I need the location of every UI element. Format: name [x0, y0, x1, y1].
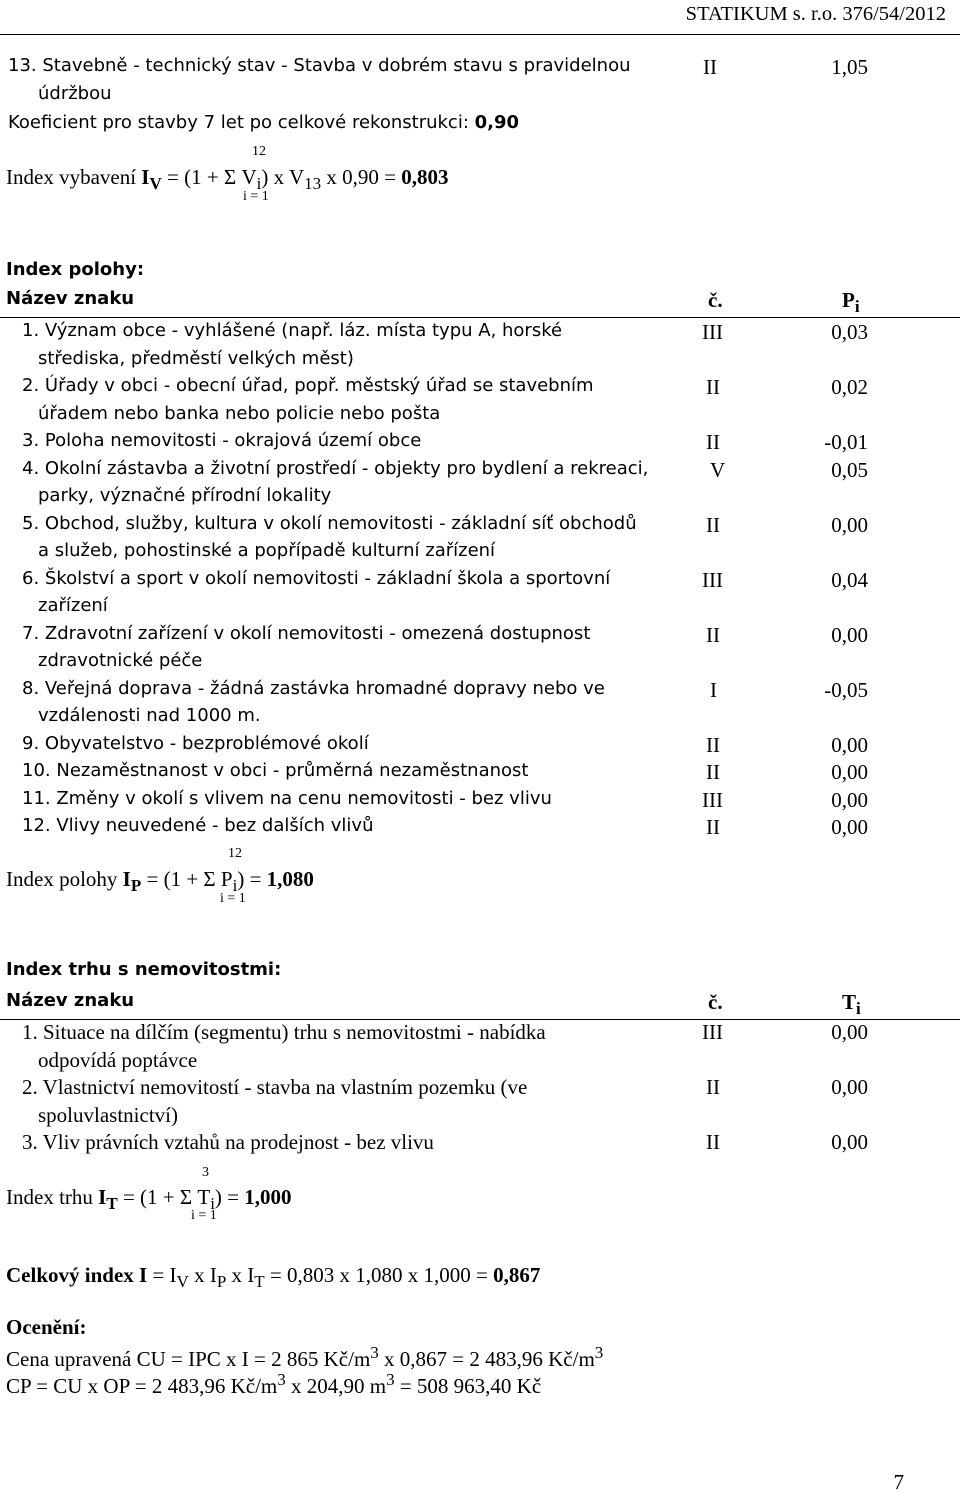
trh-row-2-class: II	[706, 1075, 720, 1099]
oceneni-line2-sup1: 3	[277, 1370, 286, 1389]
poloha-row-6-class: III	[702, 567, 723, 592]
poloha-row-1-value: 0,03	[831, 320, 868, 344]
poloha-formula-eq1: = (1 +	[141, 867, 204, 891]
trh-row-3-value: 0,00	[831, 1130, 868, 1154]
trh-col-name: Název znaku	[6, 990, 135, 1011]
celkovy-label: Celkový index I	[6, 1263, 148, 1287]
index-v-tail: x 0,90 =	[321, 165, 402, 189]
trh-col-c: č.	[708, 990, 723, 1014]
poloha-col-p-label: P	[842, 288, 855, 312]
poloha-row-8-text: 8. Veřejná doprava - žádná zastávka hromadné dopravy nebo ve	[22, 677, 605, 699]
trh-row-1-value: 0,00	[831, 1020, 868, 1044]
poloha-formula-result: 1,080	[266, 867, 314, 891]
page-number: 7	[893, 1470, 904, 1494]
poloha-row-6-text-cont: zařízení	[38, 595, 108, 616]
poloha-row-4-class: V	[710, 457, 726, 482]
poloha-formula-psub: i	[232, 876, 238, 896]
section13-value: 1,05	[831, 55, 868, 79]
poloha-row-1-text-cont: střediska, předměstí velkých měst)	[38, 347, 354, 369]
trh-row-3-class: II	[706, 1130, 720, 1154]
trh-formula-symbol: I	[98, 1185, 107, 1209]
poloha-formula-symbol: I	[122, 867, 131, 891]
oceneni-line1-a: Cena upravená CU = IPC x I = 2 865 Kč/m	[6, 1347, 371, 1371]
header-rule	[0, 34, 960, 35]
poloha-row-3-value: -0,01	[824, 430, 868, 454]
poloha-row-12-text: 12. Vlivy neuvedené - bez dalších vlivů	[22, 815, 374, 836]
poloha-row-4-value: 0,05	[831, 457, 868, 482]
sigma-symbol: Σ	[179, 1185, 193, 1209]
poloha-row-6-value: 0,04	[831, 567, 868, 592]
oceneni-line2-a: CP = CU x OP = 2 483,96 Kč/m	[6, 1374, 278, 1398]
oceneni-line2-c: = 508 963,40 Kč	[394, 1374, 542, 1398]
poloha-row-5-text: 5. Obchod, služby, kultura v okolí nemovitosti - základní síť obchodů	[22, 512, 637, 534]
poloha-formula-eq2: ) =	[237, 867, 267, 891]
trh-row-1-class: III	[702, 1020, 723, 1044]
trh-formula-sub: T	[106, 1194, 118, 1214]
index-v-eq: = (1 +	[161, 165, 224, 189]
trh-col-t-sub: i	[856, 999, 861, 1019]
poloha-row-1-class: III	[702, 320, 723, 344]
poloha-row-10-text: 10. Nezaměstnanost v obci - průměrná nezaměstnanost	[22, 760, 529, 781]
trh-title: Index trhu s nemovitostmi:	[6, 959, 282, 980]
poloha-row-8-class: I	[710, 677, 717, 702]
index-v-sub: V	[149, 174, 162, 194]
trh-lower-limit: i = 1	[191, 1208, 217, 1223]
sigma-symbol: Σ	[223, 165, 237, 189]
poloha-row-9-value: 0,00	[831, 732, 868, 757]
oceneni-line1-sup2: 3	[594, 1343, 604, 1362]
oceneni-line2-sup2: 3	[386, 1370, 395, 1389]
section13-class: II	[703, 55, 717, 79]
poloha-title: Index polohy:	[6, 259, 145, 280]
poloha-row-8-text-cont: vzdálenosti nad 1000 m.	[38, 705, 261, 726]
index-v-13: 13	[304, 174, 322, 194]
celkovy-rest: = 0,803 x 1,080 x 1,000 =	[264, 1263, 494, 1287]
poloha-row-12-value: 0,00	[831, 815, 868, 839]
poloha-row-2-class: II	[706, 375, 720, 399]
index-v-result: 0,803	[401, 165, 449, 189]
trh-row-1-text: 1. Situace na dílčím (segmentu) trhu s nemovitostmi - nabídka	[22, 1020, 546, 1044]
poloha-row-9-class: II	[706, 732, 720, 757]
oceneni-line2	[6, 1370, 542, 1398]
index-v-v: V	[236, 165, 257, 189]
poloha-row-11-value: 0,00	[831, 787, 868, 812]
poloha-formula-sub: P	[130, 876, 142, 896]
poloha-row-5-class: II	[706, 512, 720, 537]
celkovy-eq: = I	[147, 1263, 177, 1287]
section13-line2: údržbou	[38, 83, 112, 104]
sigma-symbol: Σ	[203, 867, 216, 891]
celkovy-x2: x I	[226, 1263, 255, 1287]
trh-formula-t: T	[192, 1185, 211, 1209]
celkovy-sub-v: V	[176, 1272, 189, 1292]
trh-row-2-value: 0,00	[831, 1075, 868, 1099]
poloha-upper-limit: 12	[228, 846, 242, 861]
poloha-row-1-text: 1. Význam obce - vyhlášené (např. láz. místa typu A, horské	[22, 320, 563, 341]
poloha-row-10-value: 0,00	[831, 760, 868, 784]
coef-value: 0,90	[474, 112, 520, 133]
poloha-col-c: č.	[708, 288, 723, 312]
poloha-row-11-class: III	[702, 787, 723, 812]
trh-row-2-text: 2. Vlastnictví nemovitostí - stavba na vlastním pozemku (ve	[22, 1075, 528, 1099]
poloha-formula-p: P	[215, 867, 233, 891]
poloha-row-7-text: 7. Zdravotní zařízení v okolí nemovitosti - omezená dostupnost	[22, 622, 591, 644]
poloha-row-4-text-cont: parky, význačné přírodní lokality	[38, 485, 332, 506]
oceneni-line1	[6, 1343, 604, 1371]
poloha-row-5-text-cont: a služeb, pohostinské a popřípadě kulturní zařízení	[38, 540, 496, 561]
poloha-row-11-text: 11. Změny v okolí s vlivem na cenu nemovitosti - bez vlivu	[22, 787, 552, 809]
celkovy-x1: x I	[188, 1263, 217, 1287]
index-v-label: Index vybavení	[6, 165, 142, 189]
trh-row-3-text: 3. Vliv právních vztahů na prodejnost - bez vlivu	[22, 1130, 434, 1154]
trh-formula-label: Index trhu	[6, 1185, 99, 1209]
poloha-row-3-text: 3. Poloha nemovitosti - okrajová území obce	[22, 430, 422, 451]
oceneni-line1-b: x 0,867 = 2 483,96 Kč/m	[378, 1347, 595, 1371]
trh-row-2-text-cont: spoluvlastnictví)	[38, 1102, 178, 1127]
poloha-row-4-text: 4. Okolní zástavba a životní prostředí - objekty pro bydlení a rekreaci,	[22, 457, 649, 479]
index-v-symbol: I	[141, 165, 150, 189]
poloha-row-2-value: 0,02	[831, 375, 868, 399]
oceneni-line1-sup1: 3	[370, 1343, 379, 1362]
oceneni-line2-b: x 204,90 m	[285, 1374, 387, 1398]
coef-line	[8, 114, 519, 132]
trh-col-t	[842, 990, 861, 1019]
poloha-row-8-value: -0,05	[824, 677, 868, 702]
index-v-mid: ) x V	[261, 165, 305, 189]
index-v-vsub: i	[256, 174, 262, 194]
poloha-row-6-text: 6. Školství a sport v okolí nemovitosti - základní škola a sportovní	[22, 567, 611, 589]
poloha-col-name: Název znaku	[6, 288, 135, 309]
trh-formula-eq1: = (1 +	[117, 1185, 180, 1209]
poloha-col-p-sub: i	[854, 297, 860, 317]
poloha-formula	[6, 867, 314, 896]
poloha-row-7-text-cont: zdravotnické péče	[38, 650, 203, 671]
poloha-row-2-text-cont: úřadem nebo banka nebo policie nebo pošta	[38, 402, 441, 424]
poloha-row-10-class: II	[706, 760, 720, 784]
trh-formula-eq2: ) =	[214, 1185, 245, 1209]
poloha-row-12-class: II	[706, 815, 720, 839]
celkovy-sub-t: T	[254, 1272, 265, 1292]
poloha-row-7-class: II	[706, 622, 720, 647]
index-v-upper-limit: 12	[252, 144, 266, 159]
poloha-row-9-text: 9. Obyvatelstvo - bezproblémové okolí	[22, 732, 369, 754]
poloha-row-2-text: 2. Úřady v obci - obecní úřad, popř. městský úřad se stavebním	[22, 375, 594, 396]
poloha-header-rule	[0, 317, 960, 318]
trh-row-1-text-cont: odpovídá poptávce	[38, 1047, 198, 1072]
poloha-row-3-class: II	[706, 430, 720, 454]
trh-upper-limit: 3	[202, 1165, 209, 1180]
trh-col-t-label: T	[842, 990, 857, 1014]
poloha-formula-label: Index polohy	[6, 867, 123, 891]
poloha-lower-limit: i = 1	[220, 891, 246, 906]
section13-line1: 13. Stavebně - technický stav - Stavba v dobrém stavu s pravidelnou	[8, 55, 631, 76]
coef-label: Koeficient pro stavby 7 let po celkové rekonstrukci:	[8, 112, 475, 133]
index-v-formula	[6, 165, 449, 194]
celkovy-index	[6, 1263, 541, 1292]
poloha-col-p	[842, 288, 860, 317]
trh-formula-tsub: i	[210, 1194, 215, 1214]
poloha-row-5-value: 0,00	[831, 512, 868, 537]
page-header: STATIKUM s. r.o. 376/54/2012	[685, 3, 946, 25]
trh-formula-result: 1,000	[244, 1185, 292, 1209]
oceneni-title: Ocenění:	[6, 1315, 87, 1339]
celkovy-result: 0,867	[493, 1263, 541, 1287]
trh-formula	[6, 1185, 292, 1214]
index-v-lower-limit: i = 1	[243, 189, 269, 204]
poloha-row-7-value: 0,00	[831, 622, 868, 647]
celkovy-sub-p: P	[216, 1272, 227, 1292]
